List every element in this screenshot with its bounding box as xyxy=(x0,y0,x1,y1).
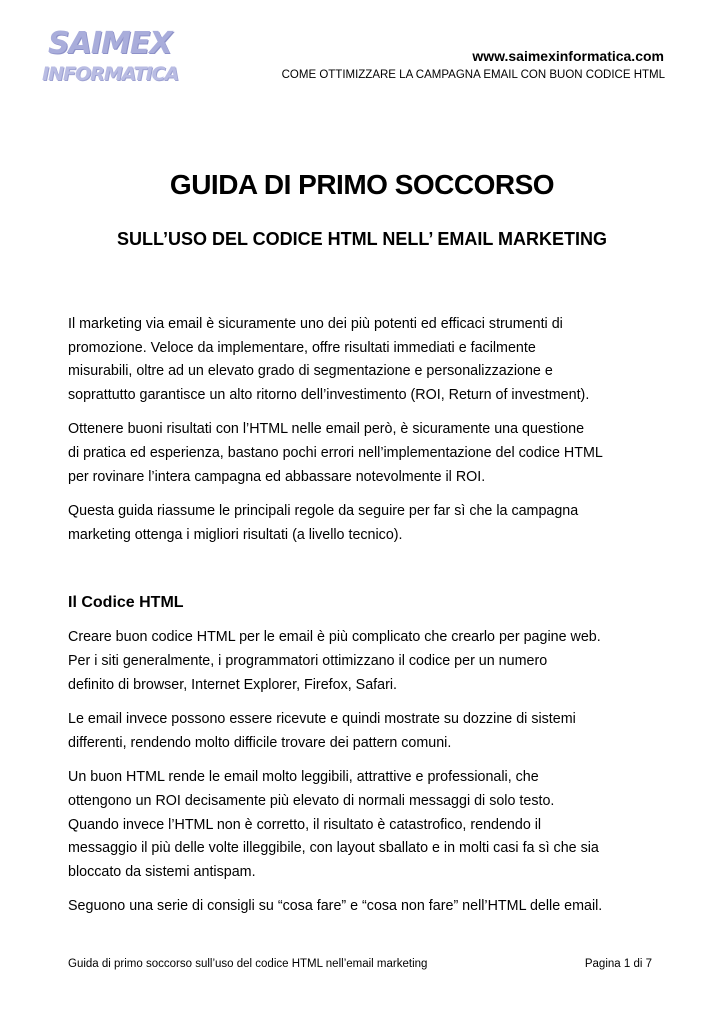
text-line: bloccato da sistemi antispam. xyxy=(68,863,256,880)
text-line: misurabili, oltre ad un elevato grado di segmentazione e personalizzazione e xyxy=(68,363,553,380)
section-paragraph-3 xyxy=(68,766,668,884)
text-line: definito di browser, Internet Explorer, Firefox, Safari. xyxy=(68,676,397,693)
text-line: Quando invece l’HTML non è corretto, il risultato è catastrofico, rendendo il xyxy=(68,816,542,833)
text-line: Seguono una serie di consigli su “cosa fare” e “cosa non fare” nell’HTML delle email. xyxy=(68,898,603,915)
text-line: messaggio il più delle volte illeggibile, con layout sballato e in molti casi fa sì che sia xyxy=(68,840,599,857)
section-paragraph-1 xyxy=(68,626,668,697)
text-line: differenti, rendendo molto difficile trovare dei pattern comuni. xyxy=(68,734,452,751)
intro-paragraph-2 xyxy=(68,418,668,489)
text-line: Il marketing via email è sicuramente uno dei più potenti ed efficaci strumenti di xyxy=(68,316,563,332)
logo-text-informatica: INFORMATICA xyxy=(42,63,179,85)
section-heading-codice-html: Il Codice HTML xyxy=(68,594,184,612)
document-body xyxy=(68,313,668,930)
footer-document-title: Guida di primo soccorso sull’uso del codice HTML nell’email marketing xyxy=(68,958,428,970)
company-logo xyxy=(42,26,179,86)
text-line: Le email invece possono essere ricevute e quindi mostrate su dozzine di sistemi xyxy=(68,711,576,728)
text-line: per rovinare l’intera campagna ed abbassare notevolmente il ROI. xyxy=(68,468,486,485)
section-paragraph-4 xyxy=(68,895,668,919)
footer-page-number: Pagina 1 di 7 xyxy=(584,958,652,970)
text-line: di pratica ed esperienza, bastano pochi errori nell’implementazione del codice HTML xyxy=(68,444,603,461)
header-website-url: www.saimexinformatica.com xyxy=(472,48,664,64)
text-line: Un buon HTML rende le email molto leggibili, attrattive e professionali, che xyxy=(68,769,539,786)
text-line: promozione. Veloce da implementare, offre risultati immediati e facilmente xyxy=(68,339,536,356)
text-line: Per i siti generalmente, i programmatori ottimizzano il codice per un numero xyxy=(68,652,548,669)
text-line: marketing ottenga i migliori risultati (a livello tecnico). xyxy=(68,526,403,543)
text-line: Creare buon codice HTML per le email è più complicato che crearlo per pagine web. xyxy=(68,629,601,646)
text-line: soprattutto garantisce un alto ritorno dell’investimento (ROI, Return of investment). xyxy=(68,386,590,403)
page-subtitle: SULL’USO DEL CODICE HTML NELL’ EMAIL MARKETING xyxy=(116,229,608,249)
text-line: Questa guida riassume le principali regole da seguire per far sì che la campagna xyxy=(68,503,579,520)
intro-paragraph-3 xyxy=(68,500,668,547)
intro-paragraph-1 xyxy=(68,313,668,407)
section-paragraph-2 xyxy=(68,708,668,755)
page-title: GUIDA DI PRIMO SOCCORSO xyxy=(169,169,555,200)
logo-text-saimex: SAIMEX xyxy=(48,26,172,61)
text-line: Ottenere buoni risultati con l’HTML nelle email però, è sicuramente una questione xyxy=(68,421,585,438)
text-line: ottengono un ROI decisamente più elevato di normali messaggi di solo testo. xyxy=(68,792,555,809)
header-document-subtitle: COME OTTIMIZZARE LA CAMPAGNA EMAIL CON BUON CODICE HTML xyxy=(281,69,665,81)
